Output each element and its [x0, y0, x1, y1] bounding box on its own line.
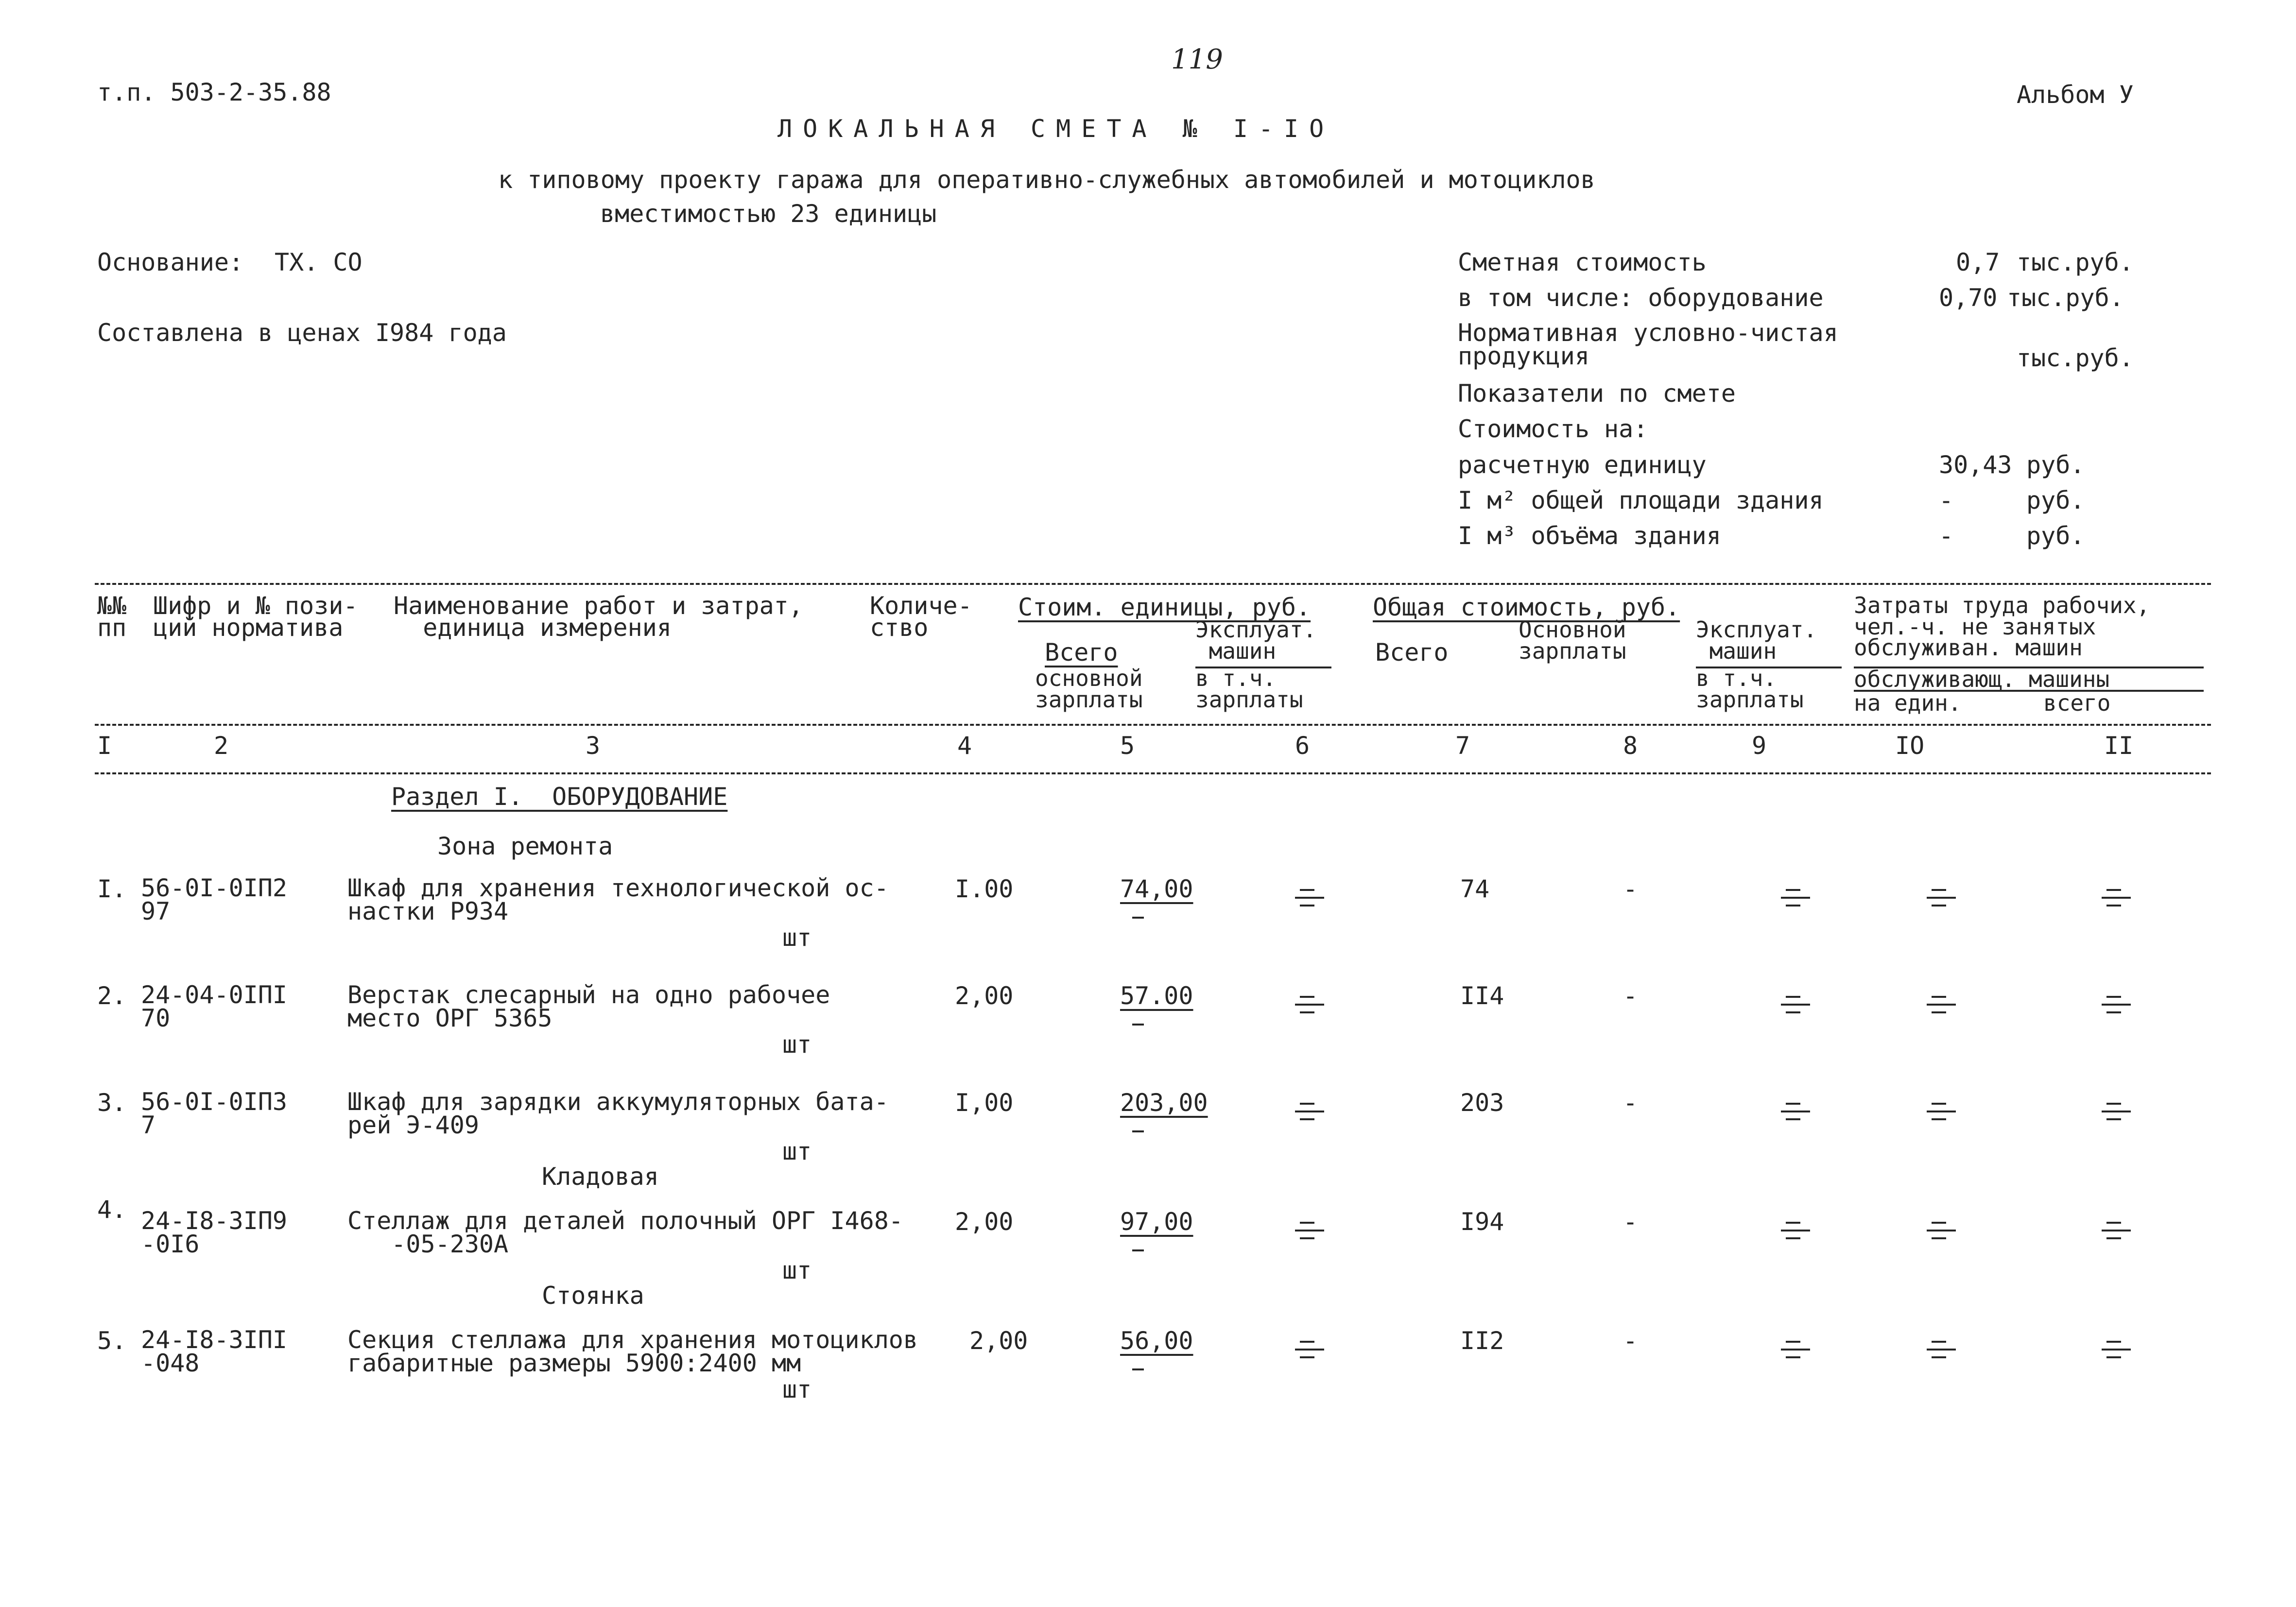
basis-label: Основание: — [97, 248, 244, 276]
row-name: Стеллаж для деталей полочный ОРГ I468- -05-230А — [347, 1207, 903, 1258]
row-number: I. — [97, 875, 127, 903]
summary-value: 30,43 — [1939, 451, 2012, 479]
row-code: 56-0I-0IП2 97 — [141, 874, 288, 925]
ditto-mark — [1295, 996, 1324, 1020]
row-wages: - — [1623, 1089, 1638, 1117]
ditto-mark — [2102, 1222, 2131, 1246]
column-number: 3 — [586, 732, 601, 760]
row-code: 24-04-0IПI 70 — [141, 981, 288, 1032]
row-qty: 2,00 — [969, 1327, 1028, 1355]
ditto-mark — [1927, 889, 1956, 913]
summary-label: Показатели по смете — [1458, 379, 1736, 408]
row-name: Шкаф для хранения технологической ос- настки Р934 — [347, 874, 889, 925]
row-unit-price: 74,00 — [1120, 875, 1193, 903]
page-number: 119 — [1171, 44, 1223, 75]
row-qty: I.00 — [955, 875, 1014, 903]
row-unit: шт — [782, 923, 812, 952]
zone-heading: Стоянка — [542, 1282, 644, 1310]
summary-value: - — [1939, 486, 1954, 514]
summary-label: I м² общей площади здания — [1458, 486, 1824, 514]
ditto-mark — [1781, 1103, 1810, 1127]
ditto-mark — [1781, 996, 1810, 1020]
section-title: Раздел I. ОБОРУДОВАНИЕ — [391, 783, 728, 811]
ditto-mark — [1927, 1341, 1956, 1365]
row-unit-price: 57.00 — [1120, 982, 1193, 1010]
column-numbers-rule — [95, 772, 2211, 774]
ditto-mark — [1132, 917, 1144, 919]
col-header-total-machines: Эксплуат. машин — [1696, 616, 1817, 664]
summary-label: в том числе: оборудование — [1458, 284, 1824, 312]
row-unit: шт — [782, 1256, 812, 1284]
col-header-qty: Количе- ство — [870, 592, 972, 642]
ditto-mark — [2102, 889, 2131, 913]
summary-value: 0,7 — [1956, 248, 2000, 276]
header-bottom-rule — [95, 724, 2211, 726]
summary-value: 0,70 — [1939, 284, 1998, 312]
row-total: 74 — [1460, 875, 1490, 903]
column-number: 8 — [1623, 732, 1638, 760]
row-code: 24-I8-3IПI -048 — [141, 1326, 288, 1377]
row-number: 3. — [97, 1089, 127, 1117]
subtitle-line-1: к типовому проекту гаража для оперативно-служебных автомобилей и мотоциклов — [498, 166, 1595, 194]
summary-label: Сметная стоимость — [1458, 248, 1707, 276]
ditto-mark — [1295, 1222, 1324, 1246]
ditto-mark — [1132, 1368, 1144, 1370]
row-wages: - — [1623, 982, 1638, 1010]
row-qty: 2,00 — [955, 1208, 1014, 1236]
col-header-total-base-wages: Основной зарплаты — [1519, 616, 1626, 664]
col-header-total-cost: Общая стоимость, руб. — [1373, 593, 1680, 621]
row-qty: I,00 — [955, 1089, 1014, 1117]
ditto-mark — [1132, 1024, 1144, 1026]
col-header-unit-machines: Эксплуат. машин — [1195, 616, 1317, 664]
column-number: 9 — [1752, 732, 1767, 760]
col-header-labor-per-unit: на един. — [1854, 690, 1962, 716]
ditto-mark — [1295, 1341, 1324, 1365]
col-header-code: Шифр и № пози- ций норматива — [153, 592, 358, 642]
summary-unit: руб. — [2026, 522, 2085, 550]
row-wages: - — [1623, 1208, 1638, 1236]
ditto-mark — [2102, 1341, 2131, 1365]
zone-heading: Кладовая — [542, 1163, 659, 1191]
ditto-mark — [1781, 1341, 1810, 1365]
ditto-mark — [1927, 996, 1956, 1020]
row-number: 4. — [97, 1196, 127, 1224]
ditto-mark — [1132, 1130, 1144, 1132]
document-code: т.п. 503-2-35.88 — [97, 78, 331, 106]
row-qty: 2,00 — [955, 982, 1014, 1010]
summary-value: - — [1939, 522, 1954, 550]
summary-unit: тыс.руб. — [2007, 284, 2124, 312]
row-unit-price: 203,00 — [1120, 1089, 1208, 1117]
col-header-unit-total: Всего — [1045, 638, 1118, 667]
summary-label: Стоимость на: — [1458, 415, 1648, 443]
ditto-mark — [1132, 1249, 1144, 1251]
summary-label: Нормативная условно-чистая продукция — [1458, 319, 1838, 370]
row-code: 56-0I-0IП3 7 — [141, 1088, 288, 1139]
header-top-rule — [95, 583, 2211, 585]
row-unit-price: 56,00 — [1120, 1327, 1193, 1355]
summary-unit: тыс.руб. — [2017, 248, 2134, 276]
album-label: Альбом У — [2017, 81, 2134, 109]
row-total: I94 — [1460, 1208, 1504, 1236]
ditto-mark — [1295, 1103, 1324, 1127]
row-unit: шт — [782, 1375, 812, 1403]
col-header-unit-base-wages: основной зарплаты — [1035, 665, 1143, 713]
column-number: 2 — [214, 732, 229, 760]
summary-label: расчетную единицу — [1458, 451, 1707, 479]
row-total: II4 — [1460, 982, 1504, 1010]
summary-label: I м³ объёма здания — [1458, 522, 1721, 550]
ditto-mark — [1927, 1222, 1956, 1246]
ditto-mark — [1781, 1222, 1810, 1246]
row-name: Секция стеллажа для хранения мотоциклов габаритные размеры 5900:2400 мм — [347, 1326, 918, 1377]
col-header-name: Наименование работ и затрат, единица измерения — [394, 592, 803, 642]
summary-unit: руб. — [2026, 486, 2085, 514]
row-wages: - — [1623, 1327, 1638, 1355]
column-number: 7 — [1455, 732, 1470, 760]
row-number: 5. — [97, 1327, 127, 1355]
column-number: IO — [1895, 732, 1925, 760]
ditto-mark — [1295, 889, 1324, 913]
col-header-unit-cost: Стоим. единицы, руб. — [1018, 593, 1311, 621]
col-header-labor: Затраты труда рабочих, чел.-ч. не занятых обслуживан. машин — [1854, 592, 2150, 661]
row-total: II2 — [1460, 1327, 1504, 1355]
row-unit: шт — [782, 1137, 812, 1165]
row-name: Верстак слесарный на одно рабочее место ОРГ 5365 — [347, 981, 830, 1032]
row-unit-price: 97,00 — [1120, 1208, 1193, 1236]
row-number: 2. — [97, 982, 127, 1010]
column-number: II — [2104, 732, 2134, 760]
subtitle-line-2: вместимостью 23 единицы — [600, 200, 937, 228]
basis-value: ТХ. СО — [275, 248, 363, 276]
prices-note: Составлена в ценах I984 года — [97, 319, 507, 347]
document-title: ЛОКАЛЬНАЯ СМЕТА № I-IO — [777, 115, 1335, 143]
ditto-mark — [2102, 1103, 2131, 1127]
column-number: 6 — [1295, 732, 1310, 760]
col-header-labor-total: всего — [2043, 690, 2111, 716]
ditto-mark — [1927, 1103, 1956, 1127]
column-number: 5 — [1120, 732, 1135, 760]
zone-heading: Зона ремонта — [437, 832, 613, 860]
summary-unit: тыс.руб. — [2017, 344, 2134, 372]
col-header-labor-serv: обслуживающ. машины — [1854, 666, 2110, 692]
row-wages: - — [1623, 875, 1638, 903]
col-header-total-all: Всего — [1375, 638, 1449, 667]
row-name: Шкаф для зарядки аккумуляторных бата- рей Э-409 — [347, 1088, 889, 1139]
row-total: 203 — [1460, 1089, 1504, 1117]
column-number: 4 — [957, 732, 972, 760]
row-unit: шт — [782, 1030, 812, 1059]
col-header-unit-incl-wages: в т.ч. зарплаты — [1195, 665, 1303, 713]
col-header-num: №№ пп — [97, 592, 127, 642]
column-number: I — [97, 732, 112, 760]
row-code: 24-I8-3IП9 -0I6 — [141, 1207, 288, 1258]
ditto-mark — [2102, 996, 2131, 1020]
ditto-mark — [1781, 889, 1810, 913]
col-header-total-incl-wages: в т.ч. зарплаты — [1696, 665, 1804, 713]
summary-unit: руб. — [2026, 451, 2085, 479]
